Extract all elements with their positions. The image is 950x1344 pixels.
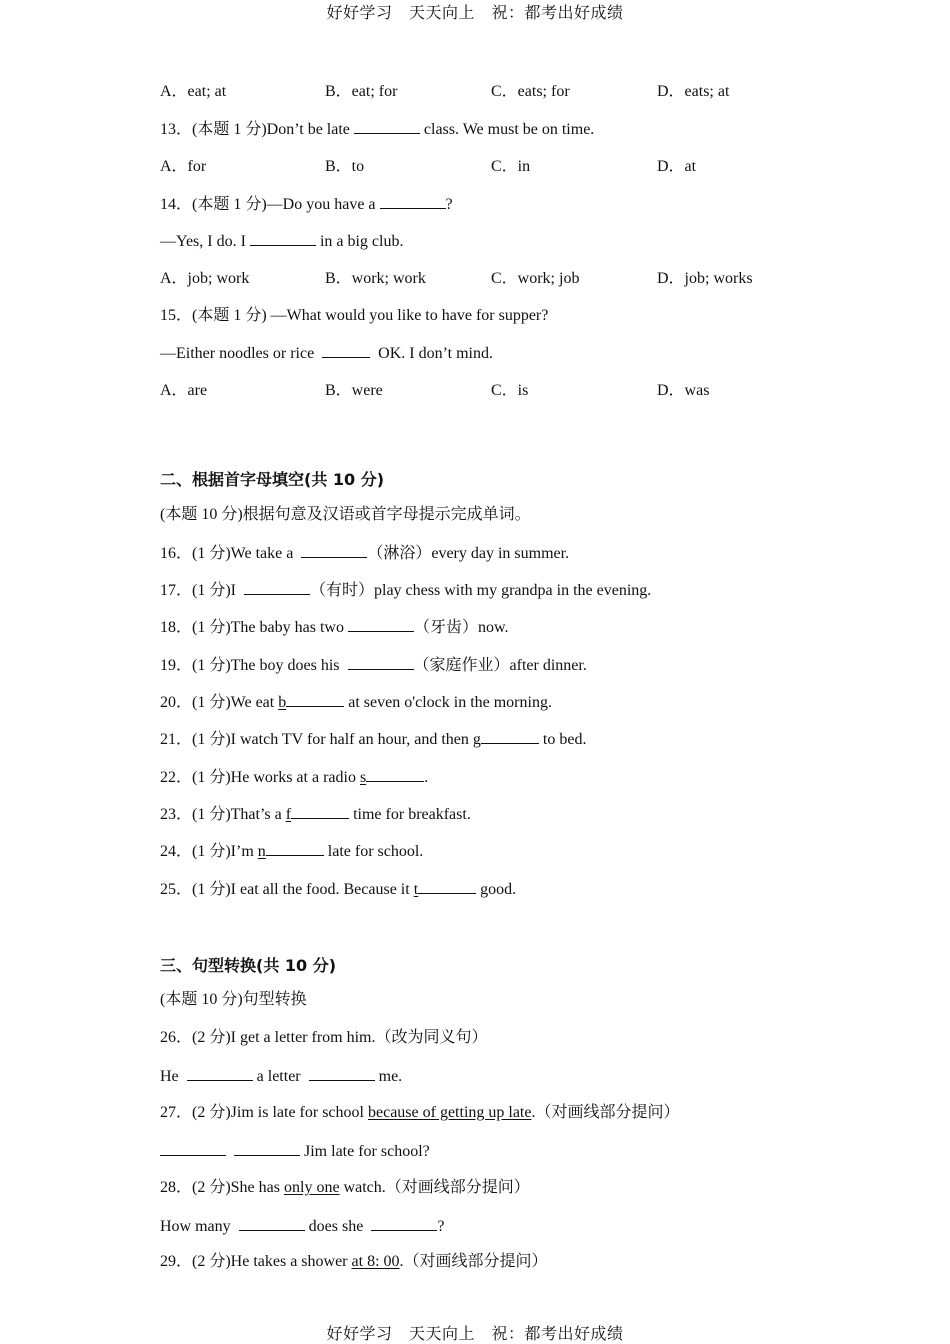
question-20 bbox=[160, 692, 552, 713]
q25-blank[interactable] bbox=[418, 879, 476, 894]
q14-option-a: A．job; work bbox=[160, 270, 250, 287]
q15b-post: OK. I don’t mind. bbox=[370, 345, 493, 362]
q24-letter-hint: n bbox=[257, 843, 266, 860]
q15-option-a: A．are bbox=[160, 382, 208, 399]
question-21 bbox=[160, 729, 586, 750]
q26b-post: me. bbox=[374, 1068, 403, 1085]
q22-letter-hint: s bbox=[359, 769, 367, 786]
q21-letter-hint: g bbox=[472, 731, 481, 748]
q21-blank[interactable] bbox=[481, 729, 539, 744]
q27-underlined: because of getting up late bbox=[367, 1104, 532, 1121]
q12-option-c: C．eats; for bbox=[491, 83, 570, 100]
q15b-pre: —Either noodles or rice bbox=[160, 345, 323, 362]
q27b-blank-2[interactable] bbox=[234, 1141, 300, 1156]
q14-option-d: D．job; works bbox=[657, 270, 753, 287]
q14b-blank[interactable] bbox=[250, 231, 316, 246]
q28b-blank-1[interactable] bbox=[239, 1216, 305, 1231]
q24-blank[interactable] bbox=[266, 841, 324, 856]
q19-blank[interactable] bbox=[348, 655, 414, 670]
q13-option-a: A．for bbox=[160, 158, 207, 175]
q25-letter-hint: t bbox=[413, 881, 419, 898]
question-15-reply bbox=[160, 343, 493, 364]
question-27 bbox=[160, 1103, 680, 1123]
question-15: 15．(本题 1 分) —What would you like to have for supper? bbox=[160, 307, 549, 324]
q18-post: （牙齿）now. bbox=[413, 619, 509, 636]
q14b-pre: —Yes, I do. I bbox=[160, 233, 250, 250]
page-footer: 好好学习 天天向上 祝：都考出好成绩 bbox=[326, 1324, 624, 1343]
question-27-answer bbox=[160, 1141, 430, 1162]
q14-pre: 14．(本题 1 分)—Do you have a bbox=[160, 196, 380, 213]
q22-post: . bbox=[424, 769, 429, 786]
q22-pre: 22．(1 分)He works at a radio bbox=[160, 769, 360, 786]
q18-pre: 18．(1 分)The baby has two bbox=[160, 619, 348, 636]
question-28-answer bbox=[160, 1216, 444, 1237]
q17-post: （有时）play chess with my grandpa in the evening. bbox=[310, 582, 652, 599]
section-2-title: 二、根据首字母填空(共 10 分) bbox=[160, 470, 385, 489]
q25-post: good. bbox=[476, 881, 517, 898]
q28b-pre: How many bbox=[160, 1218, 239, 1235]
q14-option-c: C．work; job bbox=[491, 270, 580, 287]
q15-option-d: D．was bbox=[657, 382, 710, 399]
q16-pre: 16．(1 分)We take a bbox=[160, 545, 302, 562]
q12-option-a: A．eat; at bbox=[160, 83, 227, 100]
q21-post: to bed. bbox=[538, 731, 587, 748]
q12-option-b: B．eat; for bbox=[325, 83, 398, 100]
question-19 bbox=[160, 655, 587, 676]
question-25 bbox=[160, 879, 516, 900]
question-13 bbox=[160, 119, 594, 140]
q13-pre: 13．(本题 1 分)Don’t be late bbox=[160, 121, 354, 138]
q13-blank[interactable] bbox=[354, 119, 420, 134]
question-29 bbox=[160, 1252, 548, 1272]
q17-pre: 17．(1 分)I bbox=[160, 582, 244, 599]
q14-post: ? bbox=[445, 196, 453, 213]
question-16 bbox=[160, 543, 569, 564]
q22-blank[interactable] bbox=[366, 767, 424, 782]
section-3-intro: (本题 10 分)句型转换 bbox=[160, 991, 307, 1008]
question-26: 26．(2 分)I get a letter from him.（改为同义句） bbox=[160, 1029, 488, 1046]
q29-underlined: at 8: 00 bbox=[351, 1253, 400, 1270]
q26b-blank-2[interactable] bbox=[309, 1066, 375, 1081]
q19-post: （家庭作业）after dinner. bbox=[413, 657, 587, 674]
q13-option-c: C．in bbox=[491, 158, 531, 175]
q26b-pre: He bbox=[160, 1068, 187, 1085]
section-2-intro: (本题 10 分)根据句意及汉语或首字母提示完成单词。 bbox=[160, 506, 531, 523]
question-14-reply bbox=[160, 231, 403, 252]
q15-option-b: B．were bbox=[325, 382, 383, 399]
q20-letter-hint: b bbox=[278, 694, 287, 711]
q28b-post: ? bbox=[437, 1218, 445, 1235]
q18-blank[interactable] bbox=[348, 617, 414, 632]
q13-post: class. We must be on time. bbox=[419, 121, 595, 138]
q23-blank[interactable] bbox=[291, 804, 349, 819]
q14-blank[interactable] bbox=[380, 194, 446, 209]
question-14 bbox=[160, 194, 453, 215]
question-17 bbox=[160, 580, 651, 601]
q27-pre: 27．(2 分)Jim is late for school bbox=[160, 1104, 368, 1121]
q28b-blank-2[interactable] bbox=[371, 1216, 437, 1231]
q27b-blank-1[interactable] bbox=[160, 1141, 226, 1156]
question-28 bbox=[160, 1178, 530, 1198]
q16-blank[interactable] bbox=[301, 543, 367, 558]
q24-post: late for school. bbox=[323, 843, 424, 860]
q29-pre: 29．(2 分)He takes a shower bbox=[160, 1253, 352, 1270]
q20-blank[interactable] bbox=[286, 692, 344, 707]
q19-pre: 19．(1 分)The boy does his bbox=[160, 657, 348, 674]
q15-option-c: C．is bbox=[491, 382, 529, 399]
q27-post: .（对画线部分提问） bbox=[531, 1104, 680, 1121]
q15b-blank[interactable] bbox=[322, 343, 370, 358]
q20-pre: 20．(1 分)We eat bbox=[160, 694, 279, 711]
page-header: 好好学习 天天向上 祝：都考出好成绩 bbox=[326, 3, 624, 22]
q28-underlined: only one bbox=[284, 1179, 340, 1196]
q20-post: at seven o'clock in the morning. bbox=[344, 694, 552, 711]
q14b-post: in a big club. bbox=[315, 233, 404, 250]
question-23 bbox=[160, 804, 471, 825]
q14-option-b: B．work; work bbox=[325, 270, 426, 287]
q28-post: watch.（对画线部分提问） bbox=[339, 1179, 530, 1196]
q16-post: （淋浴）every day in summer. bbox=[367, 545, 570, 562]
q23-letter-hint: f bbox=[285, 806, 292, 823]
q28b-mid: does she bbox=[304, 1218, 372, 1235]
q26b-blank-1[interactable] bbox=[187, 1066, 253, 1081]
q13-option-b: B．to bbox=[325, 158, 365, 175]
q27b-post: Jim late for school? bbox=[300, 1143, 430, 1160]
q28-pre: 28．(2 分)She has bbox=[160, 1179, 284, 1196]
q12-option-d: D．eats; at bbox=[657, 83, 730, 100]
q26b-mid: a letter bbox=[252, 1068, 309, 1085]
q23-pre: 23．(1 分)That’s a bbox=[160, 806, 286, 823]
section-3-title: 三、句型转换(共 10 分) bbox=[160, 956, 337, 975]
question-24 bbox=[160, 841, 423, 862]
question-18 bbox=[160, 617, 509, 638]
q17-blank[interactable] bbox=[244, 580, 310, 595]
q23-post: time for breakfast. bbox=[349, 806, 471, 823]
q21-pre: 21．(1 分)I watch TV for half an hour, and then bbox=[160, 731, 473, 748]
question-22 bbox=[160, 767, 428, 788]
q29-post: .（对画线部分提问） bbox=[399, 1253, 548, 1270]
q25-pre: 25．(1 分)I eat all the food. Because it bbox=[160, 881, 414, 898]
q24-pre: 24．(1 分)I’m bbox=[160, 843, 258, 860]
q13-option-d: D．at bbox=[657, 158, 697, 175]
question-26-answer bbox=[160, 1066, 402, 1087]
